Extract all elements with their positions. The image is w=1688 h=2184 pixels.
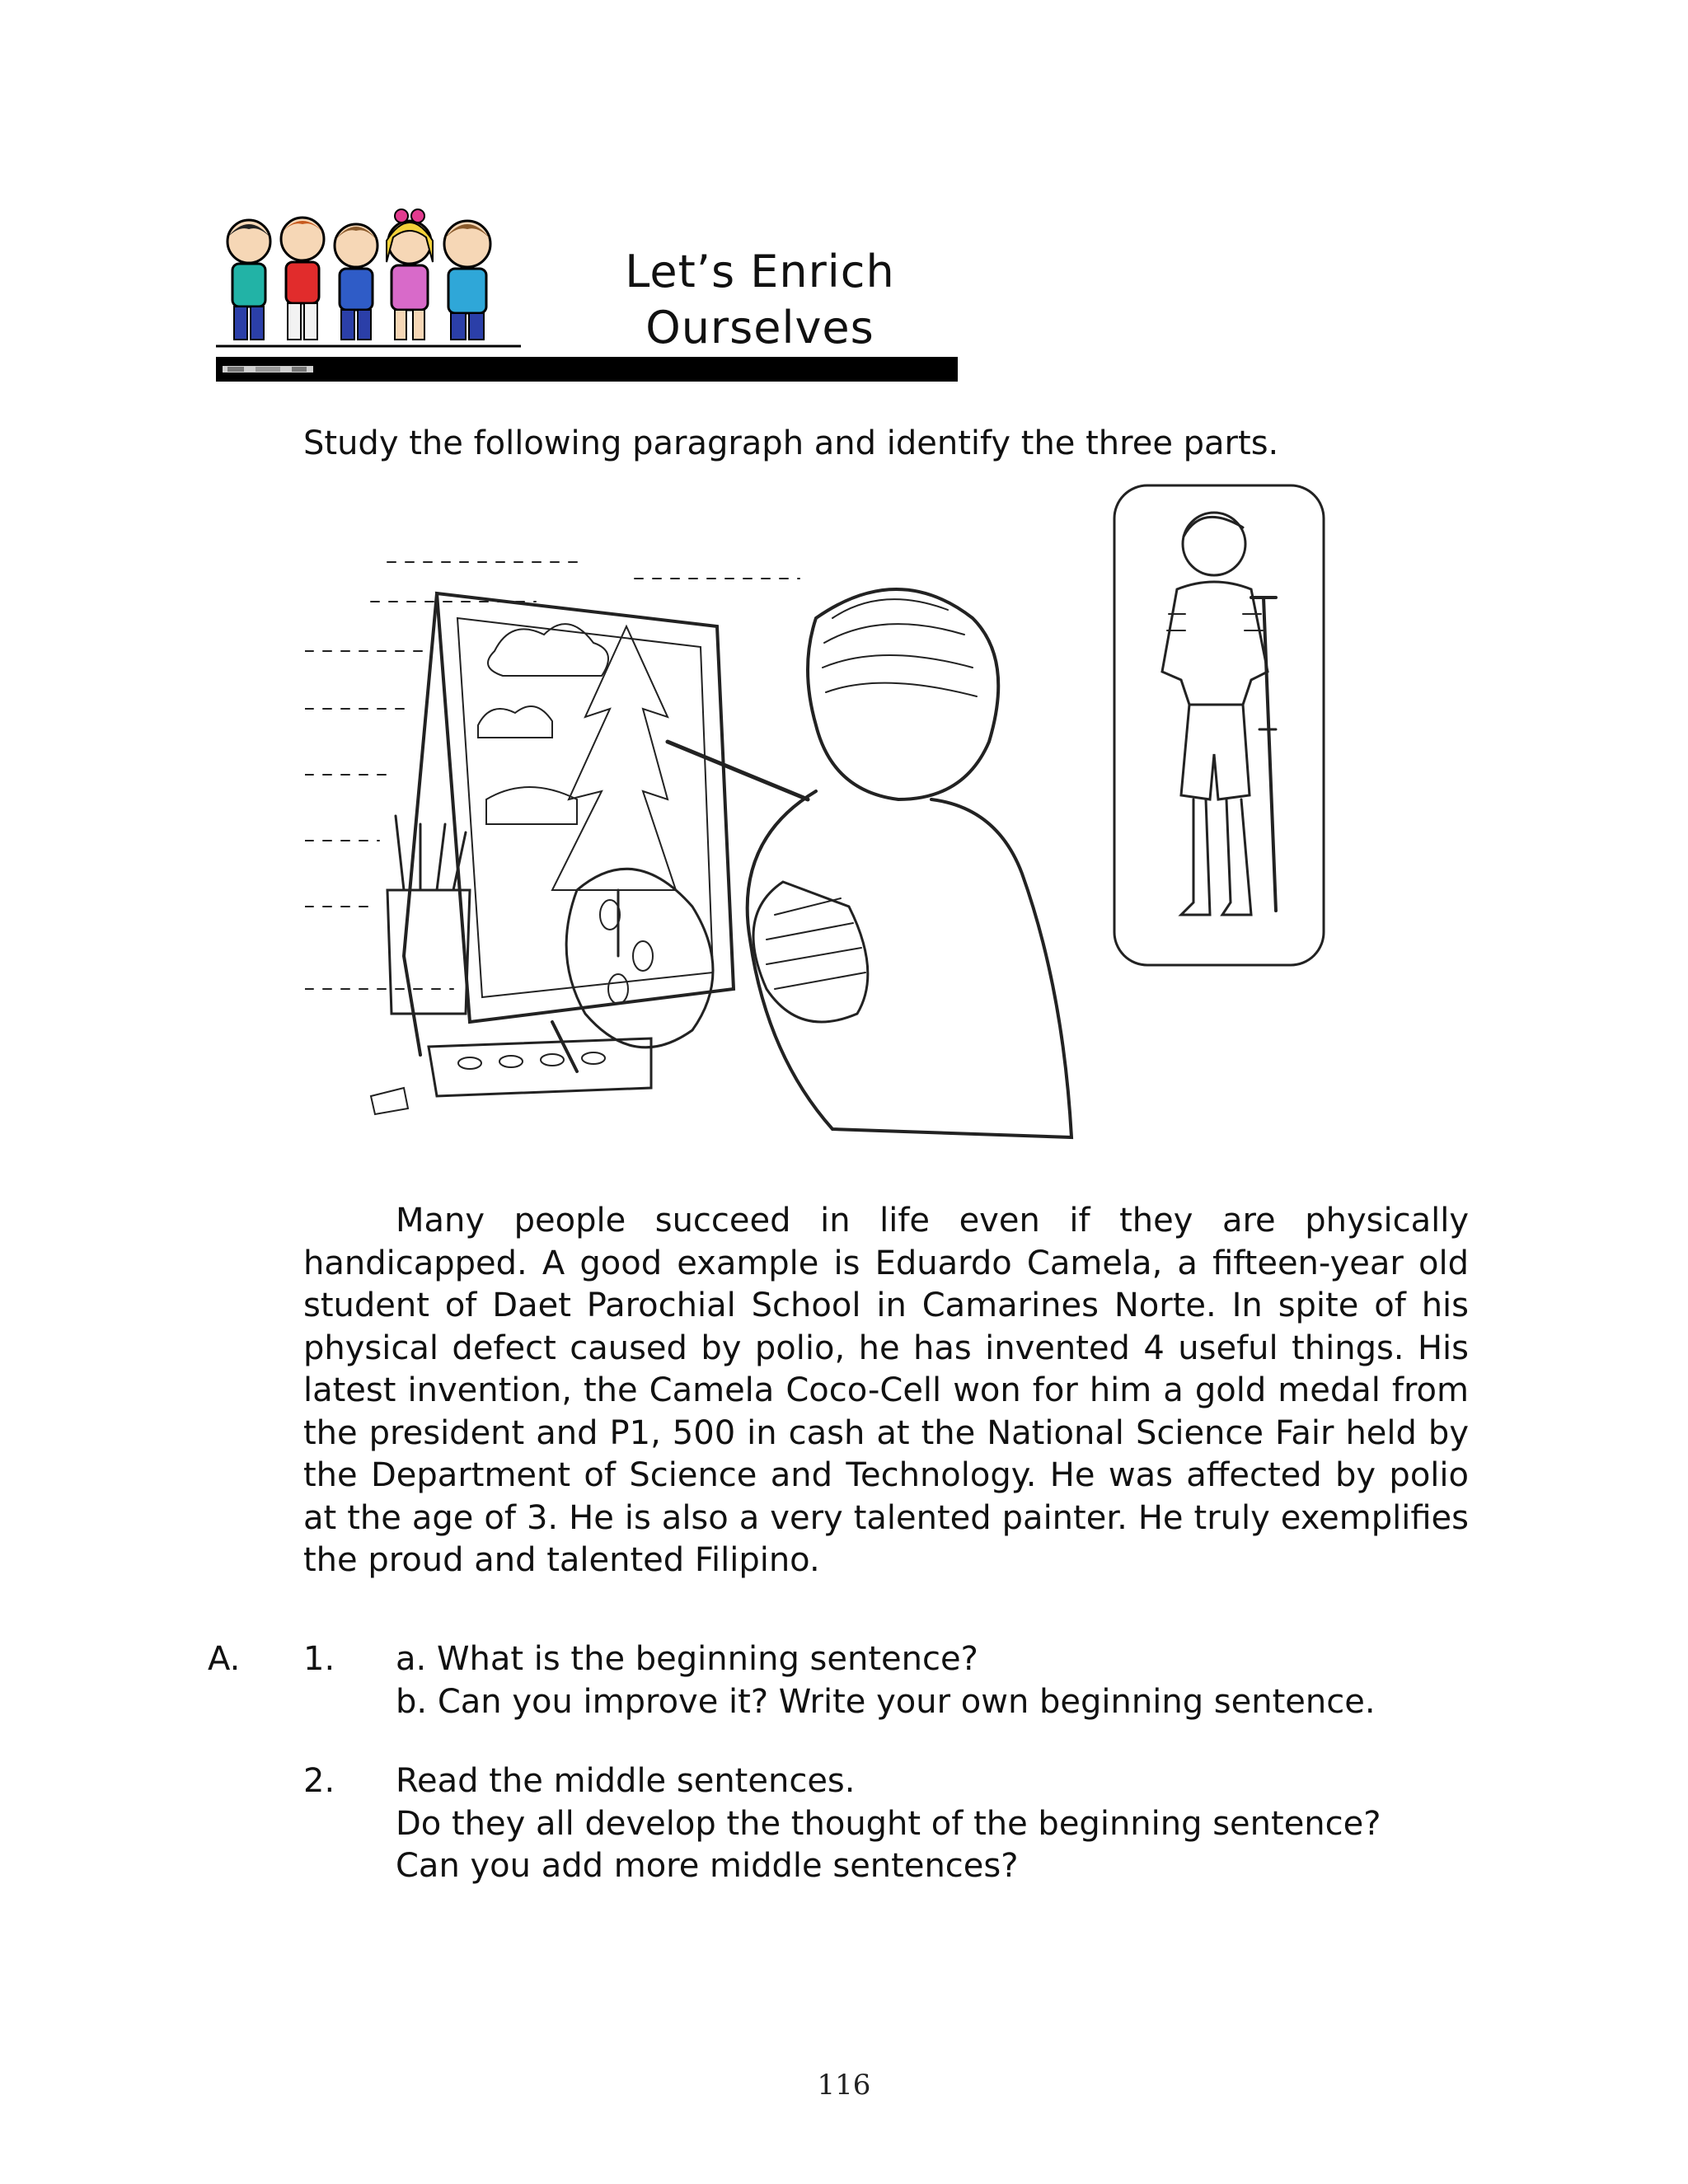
section-title-line: Ourselves: [645, 302, 874, 354]
question-line: Read the middle sentences.: [396, 1762, 856, 1800]
child-figure: [387, 209, 433, 340]
instruction-text: Study the following paragraph and identify the three parts.: [303, 424, 1279, 462]
header-divider-bar: [216, 357, 958, 382]
question-line: b. Can you improve it? Write your own beginning sentence.: [396, 1682, 1376, 1721]
question-section-letter: A.: [208, 1640, 241, 1678]
boy-with-crutch-illustration: [1111, 482, 1327, 968]
question-line: Do they all develop the thought of the beginning sentence?: [396, 1804, 1381, 1843]
question-number: 1.: [303, 1640, 335, 1678]
bar-ornament: [223, 364, 313, 374]
section-title-line: Let’s Enrich: [625, 246, 895, 298]
child-figure: [280, 218, 325, 340]
page-number: 116: [817, 2069, 871, 2102]
question-item: [396, 1638, 1376, 1723]
question-line: Can you add more middle sentences?: [396, 1847, 1019, 1885]
question-line: a. What is the beginning sentence?: [396, 1640, 978, 1678]
children-illustration: [216, 204, 521, 353]
child-figure: [335, 224, 377, 340]
reading-paragraph: Many people succeed in life even if they are physically handicapped. A good example is Eduardo Camela, a fifteen-year old student of Daet Parochial School in Camarines Norte. In spite of his physical defect caused by polio, he has invented 4 useful things. His latest invention, the Camela Coco-Cell won for him a gold medal from the president and P1, 500 in cash at the National Science Fair held by the Department of Science and Technology. He was affected by polio at the age of 3. He is also a very talented painter. He truly exemplifies the proud and talented Filipino.: [303, 1202, 1469, 1579]
question-item: [396, 1760, 1381, 1888]
child-figure: [227, 220, 270, 340]
child-figure: [444, 221, 490, 340]
section-title: [587, 244, 933, 356]
boy-painting-illustration: [305, 527, 1080, 1162]
section-header: [216, 204, 958, 382]
question-number: 2.: [303, 1762, 335, 1800]
